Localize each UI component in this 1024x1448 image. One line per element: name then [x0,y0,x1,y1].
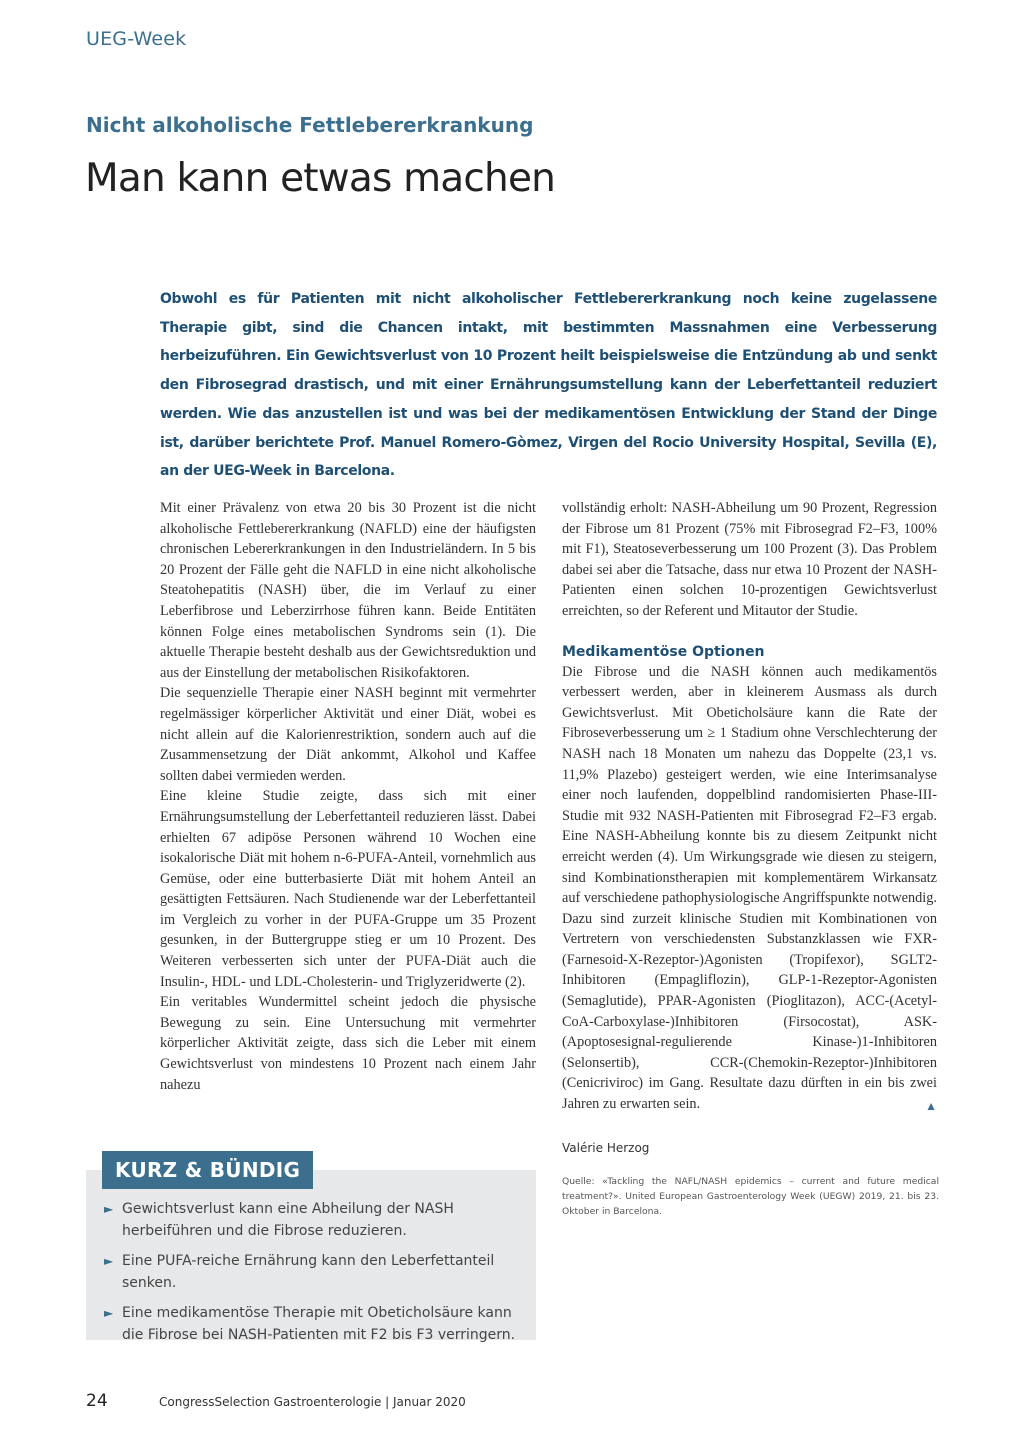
body-paragraph: Ein veritables Wundermittel scheint jedoch die physische Bewegung zu sein. Eine Untersuchung mit vermehrter körperlicher Aktivität zeigte, dass sich die Leber mit einem Gewichtsverlust von mindestens 10 Prozent nach einem Jahr nahezu [160,994,536,1093]
triangle-bullet-icon: ► [104,1254,114,1268]
author-byline: Valérie Herzog [562,1141,650,1155]
summary-item [104,1303,529,1346]
section-label: UEG-Week [86,28,187,50]
body-paragraph: vollständig erholt: NASH-Abheilung um 90 Prozent, Regression der Fibrose um 81 Prozent (75% mit Fibrosegrad F2–F3, 100% mit F1), Steatoseverbesserung um 100 Prozent (3). Das Problem dabei sei aber die Tatsache, dass nur etwa 10 Prozent der NASH-Patienten einen solchen 10-prozentigen Gewichtsverlust erreichten, so der Referent und Mitautor der Studie. [562,500,937,619]
triangle-bullet-icon: ► [104,1306,114,1320]
section-subheading: Medikamentöse Optionen [562,643,765,660]
article-lead: Obwohl es für Patienten mit nicht alkoholischer Fettlebererkrankung noch keine zugelassene Therapie gibt, sind die Chancen intakt, mit bestimmten Massnahmen eine Verbesserung herbeizuführen. Ein Gewichtsverlust von 10 Prozent heilt beispielsweise die Entzündung ab und senkt den Fibrosegrad drastisch, und mit einer Ernährungsumstellung kann der Leberfettanteil reduziert werden. Wie das anzustellen ist und was bei der medikamentösen Entwicklung der Stand der Dinge ist, darüber berichtete Prof. Manuel Romero-Gòmez, Virgen del Rocio University Hospital, Sevilla (E), an der UEG-Week in Barcelona. [160,291,937,480]
summary-item-text: Eine medikamentöse Therapie mit Obeticholsäure kann die Fibrose bei NASH-Patienten mit F2 bis F3 verringern. [122,1305,516,1343]
article-headline: Man kann etwas machen [85,156,556,201]
body-column-left [160,498,536,1095]
body-paragraph-text: Die Fibrose und die NASH können auch medikamentös verbessert werden, aber in kleinerem Ausmass als durch Gewichtsverlust. Mit Obeticholsäure kann die Rate der Fibroseverbesserung um ≥ 1 Stadium ohne Verschlechterung der NASH nach 18 Monaten um nahezu das Doppelte (23,1 vs. 11,9% Plazebo) gesteigert werden, wie eine Interimsanalyse einer noch laufenden, doppelblind randomisierten Phase-III-Studie mit 932 NASH-Patienten mit Fibrosegrad F2–F3 ergab. Eine NASH-Abheilung konnte bis zu diesem Zeitpunkt nicht erreicht werden (4). Um Wirkungsgrade wie diesen zu steigern, sind Kombinationstherapien mit komplementärem Wirkansatz auf verschiedene pathophysiologische Angriffspunkte notwendig. Dazu sind zurzeit klinische Studien mit Kombinationen von Vertretern von verschiedensten Substanzklassen wie FXR-(Farnesoid-X-Rezeptor-)Agonisten (Tropifexor), SGLT2-Inhibitoren (Empagliflozin), GLP-1-Rezeptor-Agonisten (Semaglutide), PPAR-Agonisten (Pioglitazon), ACC-(Acetyl-CoA-Carboxylase-)Inhibitoren (Firsocostat), ASK-(Apoptosesignal-regulierende Kinase-)1-Inhibitoren (Selonsertib), CCR-(Chemokin-Rezeptor-)Inhibitoren (Cenicriviroc) im Gang. Resultate dazu dürften in ein bis zwei Jahren zu erwarten sein. [562,663,937,1113]
body-paragraph-with-end-mark [562,662,937,1115]
summary-title: KURZ & BÜNDIG [115,1158,301,1182]
body-paragraph: Mit einer Prävalenz von etwa 20 bis 30 Prozent ist die nicht alkoholische Fettlebererkrankung (NAFLD) eine der häufigsten chronischen Lebererkrankungen in den Industrieländern. In 5 bis 20 Prozent der Fälle geht die NAFLD in eine nicht alkoholische Steatohepatitis (NASH) über, die im Verlauf zu einer Leberfibrose und Leberzirrhose führen kann. Beide Entitäten können Folge eines metabolischen Syndroms sein (1). Die aktuelle Therapie besteht deshalb aus der Gewichtsreduktion und aus der Einstellung der metabolischen Risikofaktoren. [160,500,536,681]
summary-item-text: Gewichtsverlust kann eine Abheilung der NASH herbeiführen und die Fibrose reduzieren. [122,1201,454,1239]
summary-item [104,1251,529,1294]
body-paragraph: Eine kleine Studie zeigte, dass sich mit einer Ernährungsumstellung der Leberfettanteil reduzieren lässt. Dabei erhielten 67 adipöse Personen während 10 Wochen eine isokalorische Diät mit hohem n-6-PUFA-Anteil, vornehmlich aus Gemüse, oder eine butterbasierte Diät mit hohem Anteil an gesättigten Fettsäuren. Nach Studienende war der Leberfettanteil im Vergleich zu vorher in der PUFA-Gruppe um 35 Prozent gesunken, in der Buttergruppe stieg er um 10 Prozent. Des Weiteren verbesserten sich unter der PUFA-Diät auch die Insulin-, HDL- und LDL-Cholesterin- und Triglyzeridwerte (2). [160,788,536,990]
body-column-right [562,498,937,1117]
footer-publication: CongressSelection Gastroenterologie | Januar 2020 [159,1395,466,1409]
article-kicker: Nicht alkoholische Fettlebererkrankung [86,113,534,137]
body-paragraph: Die sequenzielle Therapie einer NASH beginnt mit vermehrter regelmässiger körperlicher Aktivität und einer Diät, wobei es nicht allein auf die Kalorienrestriktion, sondern auch auf die Zusammensetzung der Diät ankommt, Alkohol und Kaffee sollten dabei vermieden werden. [160,685,536,784]
summary-title-tab [102,1151,313,1189]
summary-list [104,1199,529,1355]
end-of-article-icon: ▲ [925,1099,937,1114]
page-number: 24 [86,1391,108,1411]
triangle-bullet-icon: ► [104,1202,114,1216]
summary-item-text: Eine PUFA-reiche Ernährung kann den Leberfettanteil senken. [122,1253,495,1291]
summary-item [104,1199,529,1242]
source-citation: Quelle: «Tackling the NAFL/NASH epidemics – current and future medical treatment?». United European Gastroenterology Week (UEGW) 2019, 21. bis 23. Oktober in Barcelona. [562,1176,939,1217]
